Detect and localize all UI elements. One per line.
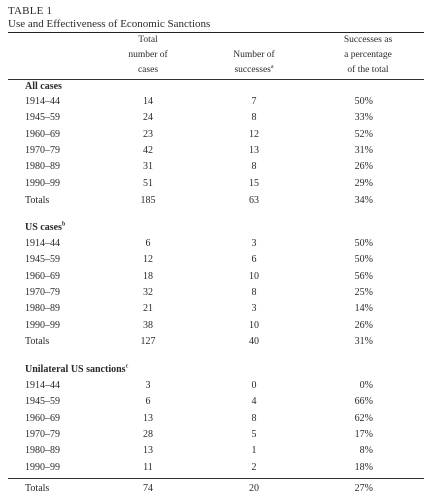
totals-row xyxy=(0,482,441,496)
percentage-cell: 66% xyxy=(354,396,373,408)
percentage-cell: 50% xyxy=(354,238,373,249)
table-row xyxy=(0,302,441,316)
totals-row xyxy=(0,335,441,349)
table-row xyxy=(0,237,441,251)
total-cell: 51 xyxy=(143,177,153,189)
section-title xyxy=(25,364,128,375)
table-row xyxy=(0,270,441,284)
totals-successes: 40 xyxy=(249,336,259,347)
table-row xyxy=(0,111,441,125)
totals-total: 74 xyxy=(143,483,153,494)
total-cell: 28 xyxy=(143,428,153,440)
percentage-cell: 18% xyxy=(354,461,373,473)
total-cell: 38 xyxy=(143,319,153,331)
successes-cell: 8 xyxy=(251,161,257,173)
table-row xyxy=(0,319,441,333)
total-cell: 14 xyxy=(143,96,153,107)
table-row xyxy=(0,144,441,158)
footnote-marker: c xyxy=(125,363,129,370)
table-row xyxy=(0,160,441,174)
period-cell: 1980–89 xyxy=(25,445,60,457)
successes-cell: 7 xyxy=(251,96,257,107)
section-title-text: US cases xyxy=(25,222,62,233)
period-cell: 1970–79 xyxy=(25,286,60,298)
section-title xyxy=(25,81,62,92)
table-label: TABLE 1 xyxy=(8,5,53,17)
table-row xyxy=(0,128,441,142)
totals-successes: 20 xyxy=(249,483,259,494)
period-cell: 1990–99 xyxy=(25,177,60,189)
table-row xyxy=(0,428,441,442)
period-cell: 1914–44 xyxy=(25,238,60,249)
percentage-cell: 29% xyxy=(354,177,373,189)
period-cell: 1980–89 xyxy=(25,303,60,315)
total-cell: 23 xyxy=(143,128,153,140)
totals-rule xyxy=(8,478,424,479)
total-cell: 18 xyxy=(143,270,153,282)
period-cell: 1914–44 xyxy=(25,380,60,391)
table-row xyxy=(0,444,441,458)
period-cell: 1960–69 xyxy=(25,128,60,140)
header-total-cases: Total number of cases xyxy=(128,35,168,75)
totals-label: Totals xyxy=(25,195,50,206)
successes-cell: 13 xyxy=(249,144,259,156)
total-cell: 13 xyxy=(143,412,153,424)
period-cell: 1990–99 xyxy=(25,461,60,473)
totals-label: Totals xyxy=(25,336,50,347)
totals-successes: 63 xyxy=(249,195,259,206)
percentage-cell: 52% xyxy=(354,128,373,140)
successes-cell: 5 xyxy=(251,428,257,440)
period-cell: 1914–44 xyxy=(25,96,60,107)
percentage-cell: 25% xyxy=(354,286,373,298)
totals-total: 127 xyxy=(140,336,156,347)
total-cell: 6 xyxy=(145,238,151,249)
period-cell: 1990–99 xyxy=(25,319,60,331)
percentage-cell: 50% xyxy=(354,96,373,107)
successes-cell: 4 xyxy=(251,396,257,408)
percentage-cell: 56% xyxy=(354,270,373,282)
section-title-text: Unilateral US sanctions xyxy=(25,364,126,375)
total-cell: 11 xyxy=(143,461,153,473)
total-cell: 21 xyxy=(143,303,153,315)
period-cell: 1960–69 xyxy=(25,270,60,282)
totals-total: 185 xyxy=(140,195,156,206)
totals-percentage: 34% xyxy=(354,195,373,206)
total-cell: 12 xyxy=(143,254,153,266)
table-row xyxy=(0,253,441,267)
successes-cell: 6 xyxy=(251,254,257,266)
total-cell: 13 xyxy=(143,445,153,457)
percentage-cell: 0% xyxy=(359,380,373,391)
successes-cell: 1 xyxy=(251,445,257,457)
totals-percentage: 27% xyxy=(354,483,373,494)
table-row xyxy=(0,177,441,191)
total-cell: 24 xyxy=(143,112,153,124)
successes-cell: 10 xyxy=(249,319,259,331)
percentage-cell: 26% xyxy=(354,319,373,331)
total-cell: 6 xyxy=(145,396,151,408)
totals-label: Totals xyxy=(25,483,50,494)
table-row xyxy=(0,379,441,393)
header-success-percentage: Successes as a percentage of the total xyxy=(343,35,393,75)
table-row xyxy=(0,461,441,475)
successes-cell: 12 xyxy=(249,128,259,140)
total-cell: 42 xyxy=(143,144,153,156)
period-cell: 1970–79 xyxy=(25,428,60,440)
period-cell: 1960–69 xyxy=(25,412,60,424)
totals-row xyxy=(0,194,441,208)
period-cell: 1945–59 xyxy=(25,112,60,124)
totals-percentage: 31% xyxy=(354,336,373,347)
table-row xyxy=(0,95,441,109)
footnote-marker: b xyxy=(61,221,66,228)
section-title xyxy=(25,222,65,233)
percentage-cell: 17% xyxy=(354,428,373,440)
table-row xyxy=(0,395,441,409)
section-title-text: All cases xyxy=(25,81,62,92)
successes-cell: 15 xyxy=(249,177,259,189)
table-title: Use and Effectiveness of Economic Sanctions xyxy=(8,18,211,30)
header-number-of-successes: Number of successes$^a$ xyxy=(233,50,275,75)
successes-cell: 8 xyxy=(251,412,257,424)
successes-cell: 3 xyxy=(251,303,257,315)
successes-cell: 8 xyxy=(251,286,257,298)
successes-cell: 10 xyxy=(249,270,259,282)
percentage-cell: 8% xyxy=(359,445,373,457)
successes-cell: 3 xyxy=(251,238,257,249)
table-row xyxy=(0,286,441,300)
successes-cell: 0 xyxy=(251,380,257,391)
percentage-cell: 31% xyxy=(354,144,373,156)
total-cell: 32 xyxy=(143,286,153,298)
table-row xyxy=(0,412,441,426)
successes-cell: 2 xyxy=(251,461,257,473)
header-rule xyxy=(8,79,424,80)
percentage-cell: 26% xyxy=(354,161,373,173)
percentage-cell: 62% xyxy=(354,412,373,424)
percentage-cell: 50% xyxy=(354,254,373,266)
successes-cell: 8 xyxy=(251,112,257,124)
period-cell: 1945–59 xyxy=(25,254,60,266)
total-cell: 3 xyxy=(145,380,151,391)
period-cell: 1970–79 xyxy=(25,144,60,156)
period-cell: 1945–59 xyxy=(25,396,60,408)
total-cell: 31 xyxy=(143,161,153,173)
period-cell: 1980–89 xyxy=(25,161,60,173)
percentage-cell: 33% xyxy=(354,112,373,124)
percentage-cell: 14% xyxy=(354,303,373,315)
